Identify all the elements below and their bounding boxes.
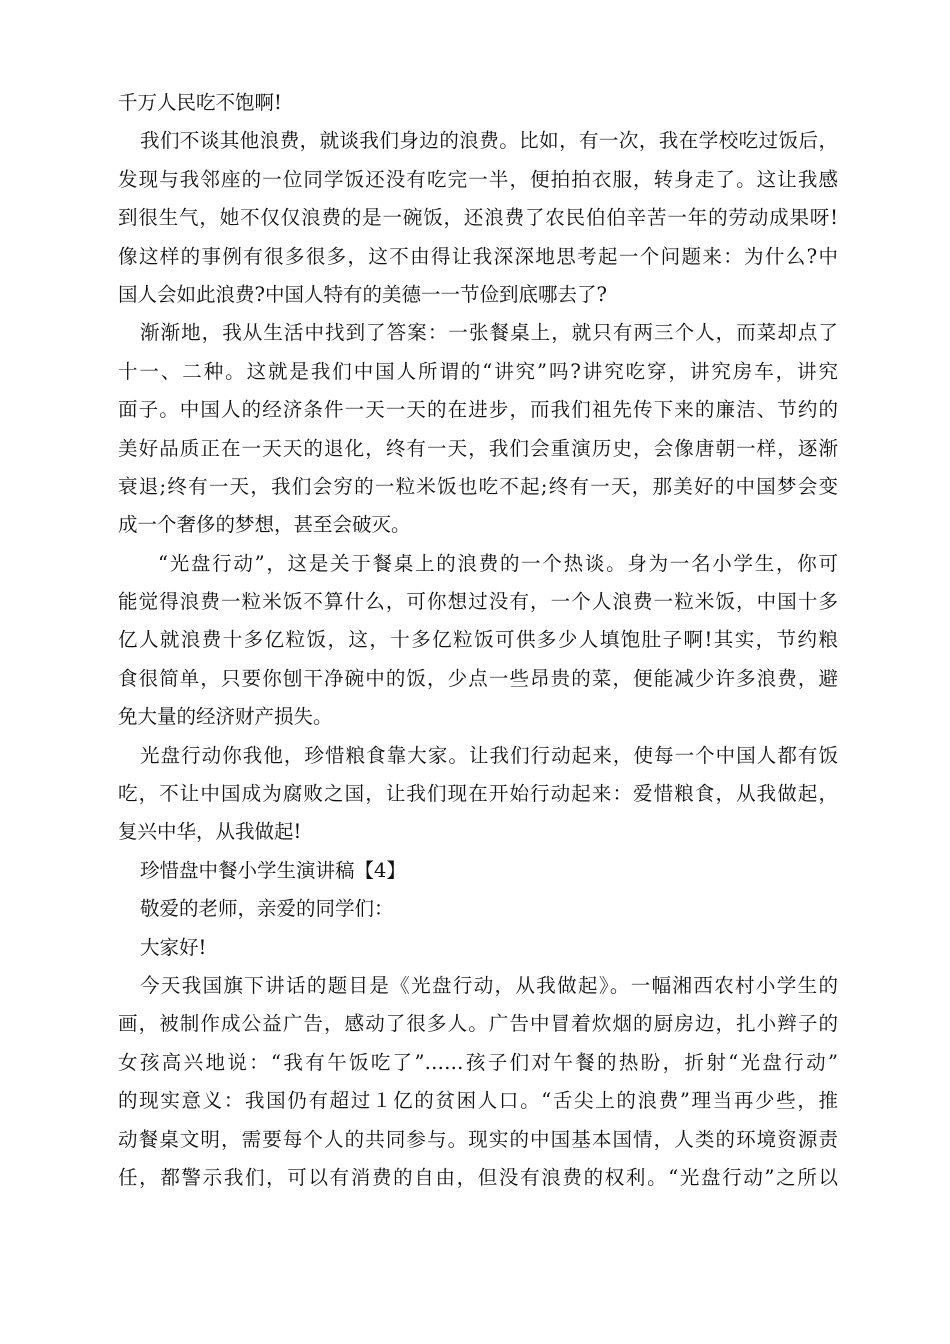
- text-line: 食很简单，只要你刨干净碗中的饭，少点一些昂贵的菜，便能减少许多浪费，避: [118, 666, 838, 690]
- text-line: 的现实意义：我国仍有超过１亿的贫困人口。“舌尖上的浪费”理当再少些，推: [118, 1089, 838, 1113]
- text-line: 我们不谈其他浪费，就谈我们身边的浪费。比如，有一次，我在学校吃过饭后，: [140, 129, 838, 153]
- text-line: 十一、二种。这就是我们中国人所谓的“讲究”吗?讲究吃穿，讲究房车，讲究: [118, 359, 838, 383]
- text-line: 画，被制作成公益广告，感动了很多人。广告中冒着炊烟的厨房边，扎小辫子的: [118, 1012, 838, 1036]
- text-line: 亿人就浪费十多亿粒饭，这，十多亿粒饭可供多少人填饱肚子啊!其实，节约粮: [118, 628, 838, 652]
- text-line: 女孩高兴地说：“我有午饭吃了”……孩子们对午餐的热盼，折射“光盘行动”: [118, 1050, 838, 1074]
- text-line: 发现与我邻座的一位同学饭还没有吃完一半，便拍拍衣服，转身走了。这让我感: [118, 167, 838, 191]
- text-line: 复兴中华，从我做起!: [118, 820, 302, 844]
- text-line: 千万人民吃不饱啊!: [118, 91, 282, 114]
- text-line: 到很生气，她不仅仅浪费的是一碗饭，还浪费了农民伯伯辛苦一年的劳动成果呀!: [118, 206, 838, 230]
- text-line: 像这样的事例有很多很多，这不由得让我深深地思考起一个问题来：为什么?中: [118, 244, 838, 268]
- document-body: [118, 84, 838, 1197]
- text-line: 国人会如此浪费?中国人特有的美德一一节俭到底哪去了?: [118, 282, 607, 306]
- text-line: 渐渐地，我从生活中找到了答案：一张餐桌上，就只有两三个人，而菜却点了: [140, 321, 838, 345]
- text-line: 珍惜盘中餐小学生演讲稿【4】: [140, 858, 406, 882]
- text-line: 免大量的经济财产损失。: [118, 705, 333, 729]
- text-line: 衰退;终有一天，我们会穷的一粒米饭也吃不起;终有一天，那美好的中国梦会变: [118, 474, 838, 498]
- text-line: 美好品质正在一天天的退化，终有一天，我们会重演历史，会像唐朝一样，逐渐: [118, 436, 838, 460]
- text-line: 光盘行动你我他，珍惜粮食靠大家。让我们行动起来，使每一个中国人都有饭: [140, 743, 838, 767]
- text-line: 成一个奢侈的梦想，甚至会破灭。: [118, 513, 411, 537]
- text-line: 能觉得浪费一粒米饭不算什么，可你想过没有，一个人浪费一粒米饭，中国十多: [118, 590, 838, 614]
- text-line: 大家好!: [140, 935, 207, 959]
- text-line: 面子。中国人的经济条件一天一天的在进步，而我们祖先传下来的廉洁、节约的: [118, 398, 838, 422]
- text-line: 今天我国旗下讲话的题目是《光盘行动，从我做起》。一幅湘西农村小学生的: [140, 973, 838, 997]
- text-line: 动餐桌文明，需要每个人的共同参与。现实的中国基本国情，人类的环境资源责: [118, 1127, 838, 1151]
- text-line: 吃，不让中国成为腐败之国，让我们现在开始行动起来：爱惜粮食，从我做起，: [118, 782, 838, 806]
- text-line: 任，都警示我们，可以有消费的自由，但没有浪费的权利。“光盘行动”之所以: [118, 1165, 838, 1189]
- text-line: 敬爱的老师，亲爱的同学们：: [140, 897, 394, 921]
- text-line: “光盘行动”，这是关于餐桌上的浪费的一个热谈。身为一名小学生，你可: [158, 551, 838, 575]
